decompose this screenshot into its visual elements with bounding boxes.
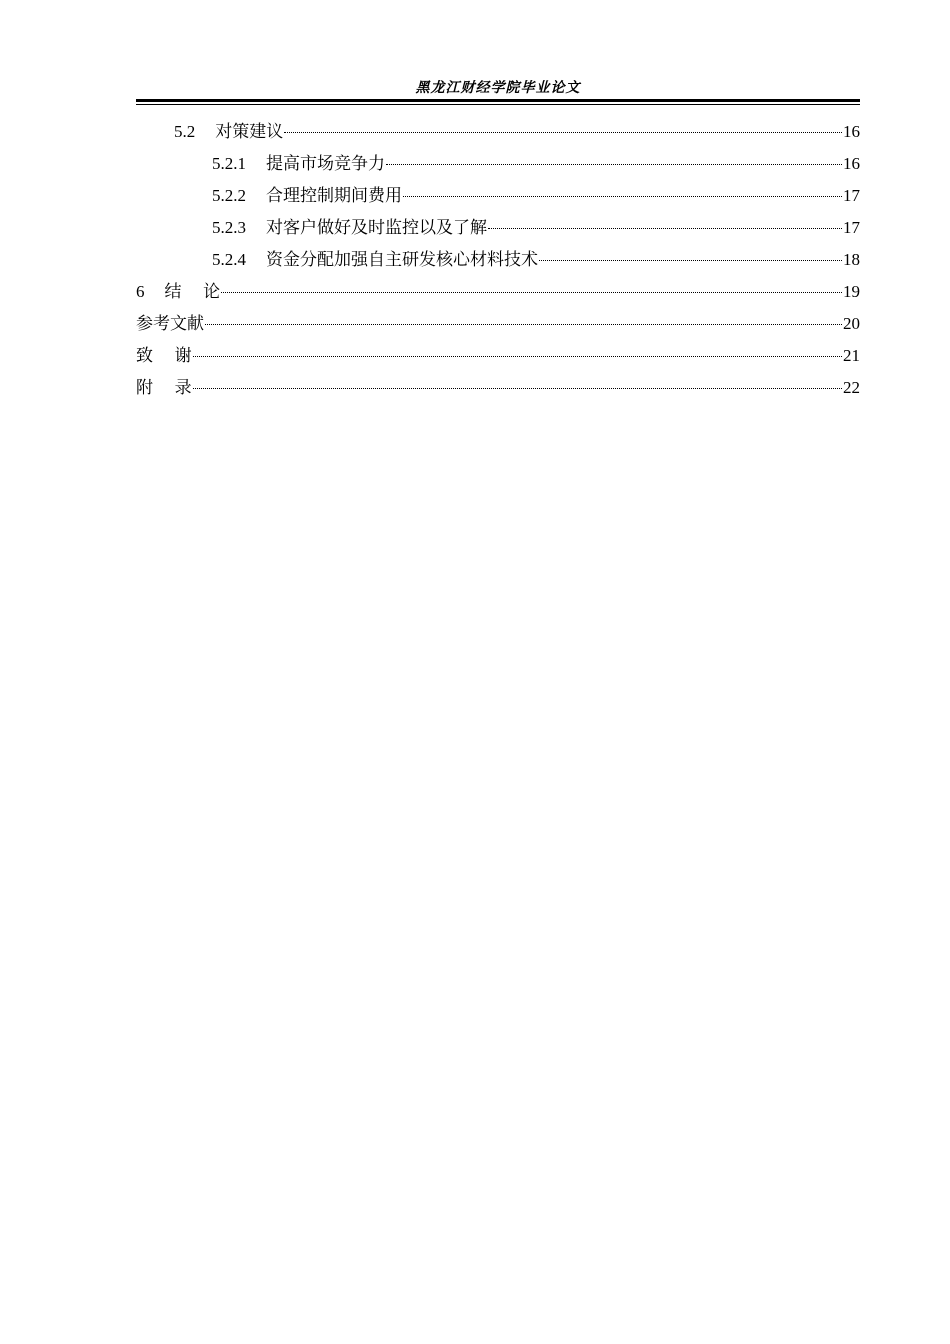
- toc-entry-page: 21: [843, 346, 860, 365]
- toc-entry-page: 17: [843, 218, 860, 237]
- toc-entry-title: 资金分配加强自主研发核心材料技术: [266, 250, 538, 270]
- toc-entry-references[interactable]: [136, 308, 860, 340]
- toc-entry-5-2[interactable]: [136, 116, 860, 148]
- toc-entry-title: 参考文献: [136, 314, 204, 334]
- toc-leader-dots: [284, 132, 842, 133]
- toc-entry-title: 提高市场竞争力: [266, 154, 385, 174]
- toc-entry-page: 16: [843, 154, 860, 173]
- toc-entry-page: 18: [843, 250, 860, 269]
- header-rule-thin: [136, 104, 860, 105]
- toc-entry-acknowledgements[interactable]: [136, 340, 860, 372]
- toc-entry-number: 5.2.4: [212, 250, 246, 269]
- running-header-title: 黑龙江财经学院毕业论文: [415, 80, 581, 96]
- toc-entry-page: 16: [843, 122, 860, 141]
- toc-entry-title: 致 谢: [136, 346, 192, 366]
- toc-leader-dots: [205, 324, 842, 325]
- toc-entry-title: 对策建议: [215, 122, 284, 142]
- toc-leader-dots: [539, 260, 842, 261]
- toc-entry-page: 20: [843, 314, 860, 333]
- toc-leader-dots: [386, 164, 842, 165]
- toc-entry-title: 合理控制期间费用: [266, 186, 402, 206]
- header-rule-thick: [136, 99, 860, 102]
- toc-entry-page: 22: [843, 378, 860, 397]
- toc-entry-5-2-1[interactable]: [136, 148, 860, 180]
- toc-leader-dots: [193, 356, 842, 357]
- toc-entry-number: 5.2: [174, 122, 196, 141]
- toc-entry-5-2-4[interactable]: [136, 244, 860, 276]
- table-of-contents: [136, 116, 860, 404]
- toc-leader-dots: [488, 228, 842, 229]
- toc-entry-title: 结 论: [164, 282, 221, 302]
- toc-leader-dots: [193, 388, 842, 389]
- toc-entry-page: 19: [843, 282, 860, 301]
- toc-entry-page: 17: [843, 186, 860, 205]
- toc-entry-title: 对客户做好及时监控以及了解: [266, 218, 487, 238]
- toc-entry-number: 5.2.1: [212, 154, 246, 173]
- toc-entry-appendix[interactable]: [136, 372, 860, 404]
- toc-entry-5-2-3[interactable]: [136, 212, 860, 244]
- toc-entry-number: 5.2.3: [212, 218, 246, 237]
- toc-entry-conclusion[interactable]: [136, 276, 860, 308]
- toc-leader-dots: [403, 196, 842, 197]
- toc-entry-number: 6: [136, 282, 145, 301]
- toc-entry-title: 附 录: [136, 378, 192, 398]
- toc-entry-5-2-2[interactable]: [136, 180, 860, 212]
- toc-entry-number: 5.2.2: [212, 186, 246, 205]
- toc-leader-dots: [221, 292, 842, 293]
